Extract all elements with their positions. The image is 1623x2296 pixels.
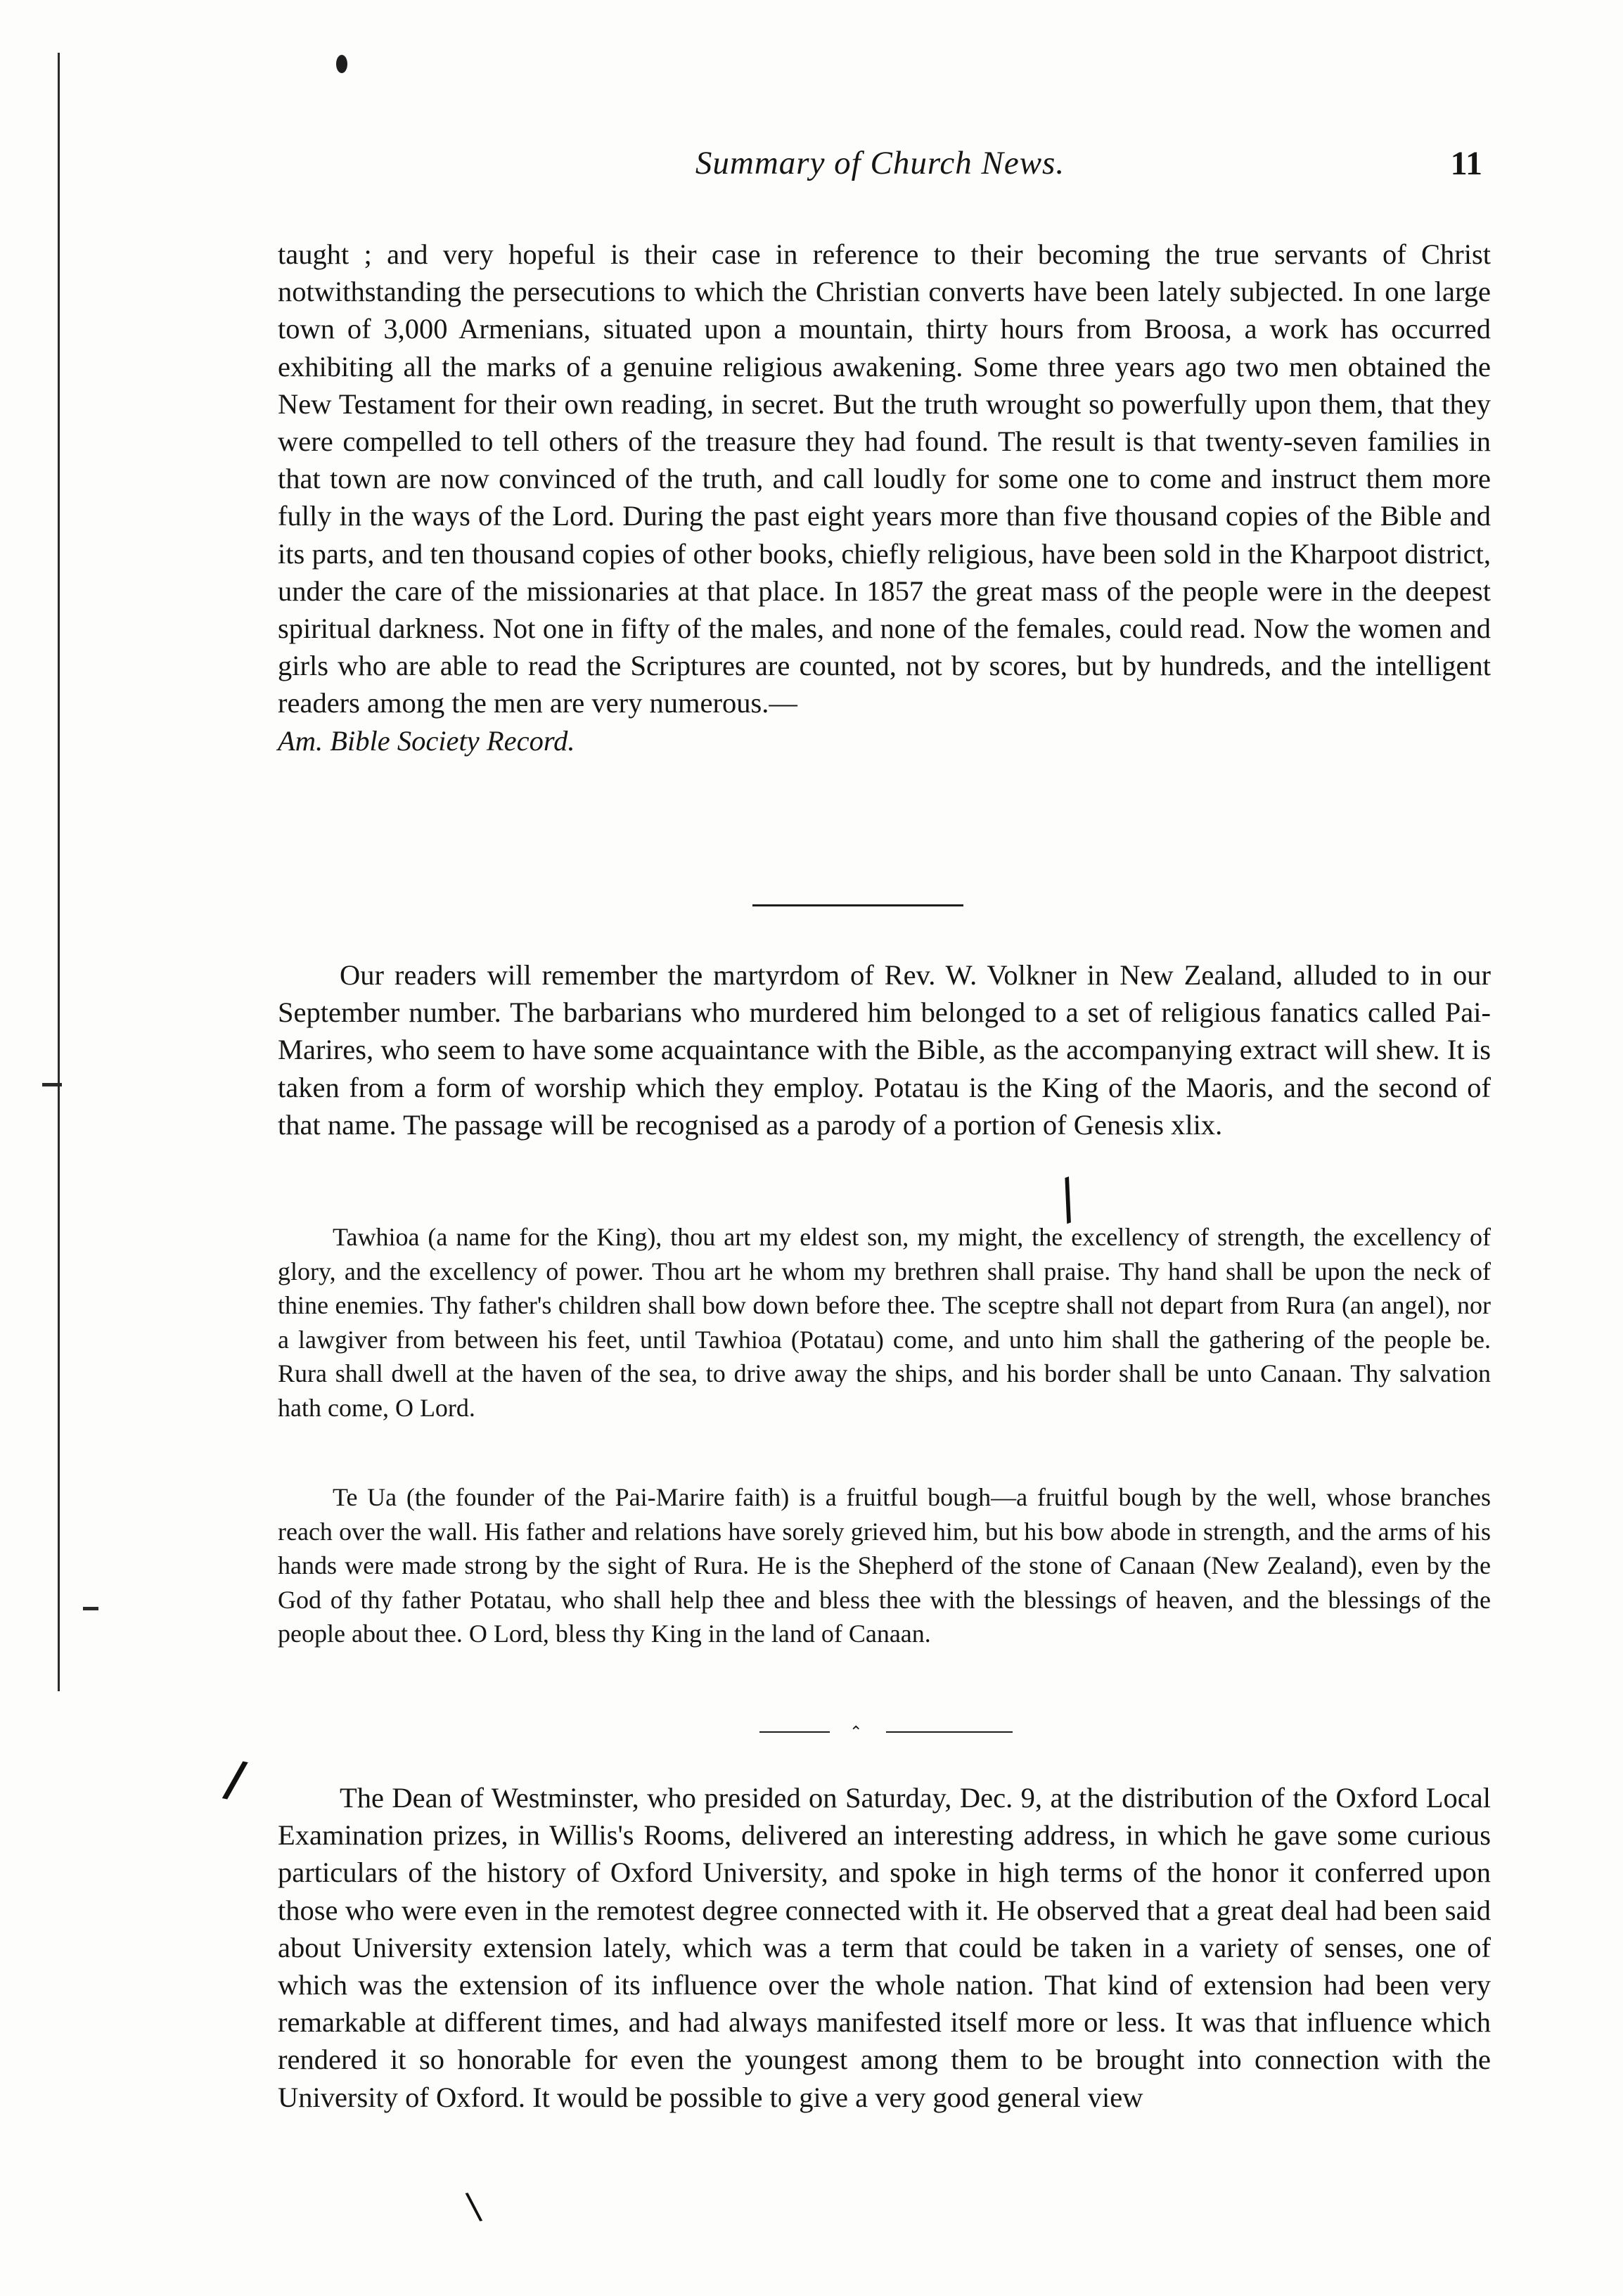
margin-pen-mark: /: [220, 1748, 250, 1809]
extract-te-ua: [278, 1480, 1491, 1651]
article-dean-of-westminster: [278, 1779, 1491, 2116]
pen-tick-mark: /: [1048, 1166, 1087, 1231]
article-paragraph: [278, 236, 1491, 759]
ink-blot: [336, 55, 347, 73]
bottom-pen-mark: \: [463, 2184, 484, 2229]
running-title: Summary of Church News.: [695, 145, 1065, 181]
source-citation: Am. Bible Society Record.: [278, 724, 575, 757]
extract-paragraph: Tawhioa (a name for the King), thou art my eldest son, my might, the excellency of strength, the excellency of glory, and the excellency of power. Thou art he whom my brethren shall praise. Thy hand shall be upon the neck of thine enemies. Thy father's children shall bow down before thee. The sceptre shall not depart from Rura (an angel), nor a lawgiver from between his feet, until Tawhioa (Potatau) come, and unto him shall the gathering of the people be. Rura shall dwell at the haven of the sea, to drive away the ships, and his border shall be unto Canaan. Thy salvation hath come, O Lord.: [278, 1223, 1491, 1422]
article-paragraph: Our readers will remember the martyrdom of Rev. W. Volkner in New Zealand, alluded to in our September number. The barbarians who murdered him belonged to a set of religious fanatics called Pai-Marires, who seem to have some acquaintance with the Bible, as the accompanying extract will shew. It is taken from a form of worship which they employ. Potatau is the King of the Maoris, and the second of that name. The passage will be recognised as a parody of a portion of Genesis xlix.: [278, 959, 1491, 1141]
article-body: taught ; and very hopeful is their case in reference to their becoming the true servants of Christ notwithstanding the persecutions to which the Christian converts have been lately subjected. In one large town of 3,000 Armenians, situated upon a mountain, thirty hours from Broosa, a work has occurred exhibiting all the marks of a genuine religious awakening. Some three years ago two men obtained the New Testament for their own reading, in secret. But the truth wrought so powerfully upon them, that they were compelled to tell others of the treasure they had found. The result is that twenty-seven families in that town are now convinced of the truth, and call loudly for some one to come and instruct them more fully in the ways of the Lord. During the past eight years more than five thousand copies of the Bible and its parts, and ten thousand copies of other books, chiefly religious, have been sold in the Kharpoot district, under the care of the missionaries at that place. In 1857 the great mass of the people were in the deepest spiritual darkness. Not one in fifty of the males, and none of the females, could read. Now the women and girls who are able to read the Scriptures are counted, not by scores, but by hundreds, and the intelligent readers among the men are very numerous.—: [278, 238, 1491, 719]
article-pai-marire-intro: [278, 956, 1491, 1143]
extract-tawhioa: [278, 1220, 1491, 1425]
article-paragraph: The Dean of Westminster, who presided on Saturday, Dec. 9, at the distribution of the Oxford Local Examination prizes, in Willis's Rooms, delivered an interesting address, in which he gave some curious particulars of the history of Oxford University, and spoke in high terms of the honor it conferred upon those who were even in the remotest degree connected with it. He observed that a great deal had been said about University extension lately, which was a term that could be taken in a variety of senses, one of which was the extension of its influence over the whole nation. That kind of extension had been very remarkable at different times, and had always manifested itself more or less. It was that influence which rendered it so honorable for even the youngest among them to be brought into connection with the University of Oxford. It would be possible to give a very good general view: [278, 1782, 1491, 2113]
section-divider: [886, 1731, 1013, 1733]
section-divider: [759, 1731, 830, 1733]
binding-edge-line: [58, 53, 60, 1691]
page-number: 11: [1450, 145, 1482, 182]
binding-tick-mark: [83, 1607, 98, 1610]
article-armenian-awakening: [278, 236, 1491, 759]
extract-paragraph: Te Ua (the founder of the Pai-Marire faith) is a fruitful bough—a fruitful bough by the well, whose branches reach over the wall. His father and relations have sorely grieved him, but his bow abode in strength, and the arms of his hands were made strong by the sight of Rura. He is the Shepherd of the stone of Canaan (New Zealand), even by the God of thy father Potatau, who shall help thee and bless thee with the blessings of heaven, and the blessings of the people about thee. O Lord, bless thy King in the land of Canaan.: [278, 1483, 1491, 1648]
running-head: [278, 144, 1482, 186]
section-divider: [752, 904, 963, 906]
divider-ornament: ⌃: [849, 1723, 863, 1740]
binding-tick-mark: [42, 1083, 62, 1086]
